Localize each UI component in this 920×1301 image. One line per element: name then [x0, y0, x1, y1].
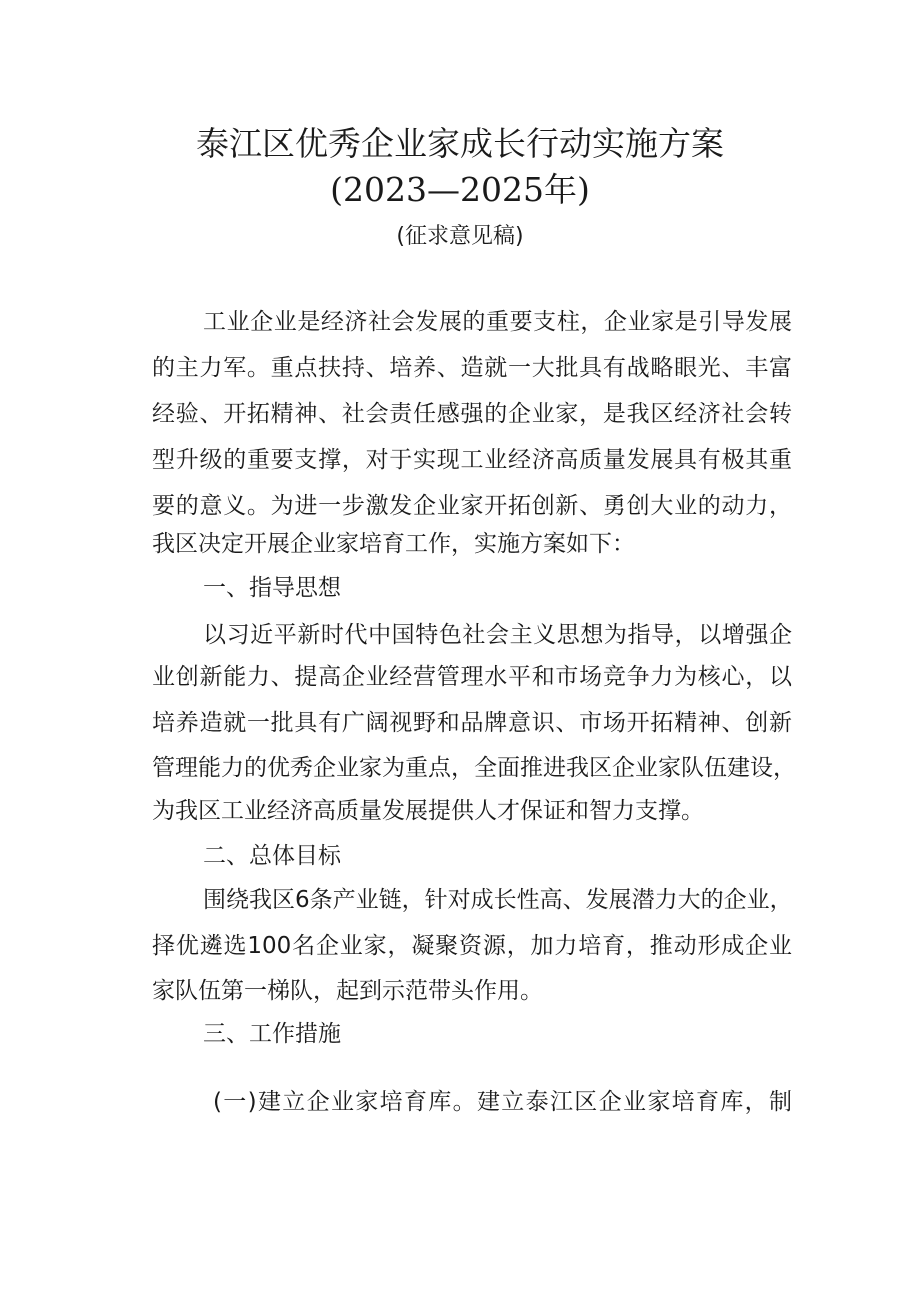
paragraph-line: 经验、开拓精神、社会责任感强的企业家，是我区经济社会转	[152, 401, 792, 427]
document-title: 泰江区优秀企业家成长行动实施方案	[196, 124, 724, 163]
document-subtitle: (征求意见稿)	[396, 224, 524, 249]
paragraph-line: 管理能力的优秀企业家为重点，全面推进我区企业家队伍建设，	[152, 755, 796, 781]
paragraph-line: 业创新能力、提高企业经营管理水平和市场竞争力为核心，以	[152, 664, 792, 690]
document-title-years: (2023—2025年)	[330, 170, 590, 209]
subsection-line: (一)建立企业家培育库。建立泰江区企业家培育库，制	[213, 1089, 792, 1115]
paragraph-line: 以习近平新时代中国特色社会主义思想为指导，以增强企	[203, 622, 792, 648]
paragraph-line: 为我区工业经济高质量发展提供人才保证和智力支撑。	[152, 798, 704, 824]
paragraph-line: 培养造就一批具有广阔视野和品牌意识、市场开拓精神、创新	[152, 710, 792, 736]
section-heading: 三、工作措施	[203, 1021, 341, 1047]
section-heading: 一、指导思想	[203, 575, 341, 601]
section-heading: 二、总体目标	[203, 843, 341, 869]
paragraph-line: 家队伍第一梯队，起到示范带头作用。	[152, 978, 543, 1004]
paragraph-line: 要的意义。为进一步激发企业家开拓创新、勇创大业的动力，	[152, 493, 792, 519]
paragraph-line: 的主力军。重点扶持、培养、造就一大批具有战略眼光、丰富	[152, 355, 792, 381]
paragraph-line: 择优遴选100名企业家，凝聚资源，加力培育，推动形成企业	[152, 933, 792, 959]
paragraph-line: 围绕我区6条产业链，针对成长性高、发展潜力大的企业，	[203, 887, 793, 913]
paragraph-line: 我区决定开展企业家培育工作，实施方案如下：	[152, 531, 635, 557]
paragraph-line: 工业企业是经济社会发展的重要支柱，企业家是引导发展	[203, 309, 792, 335]
paragraph-line: 型升级的重要支撑，对于实现工业经济高质量发展具有极其重	[152, 447, 792, 473]
